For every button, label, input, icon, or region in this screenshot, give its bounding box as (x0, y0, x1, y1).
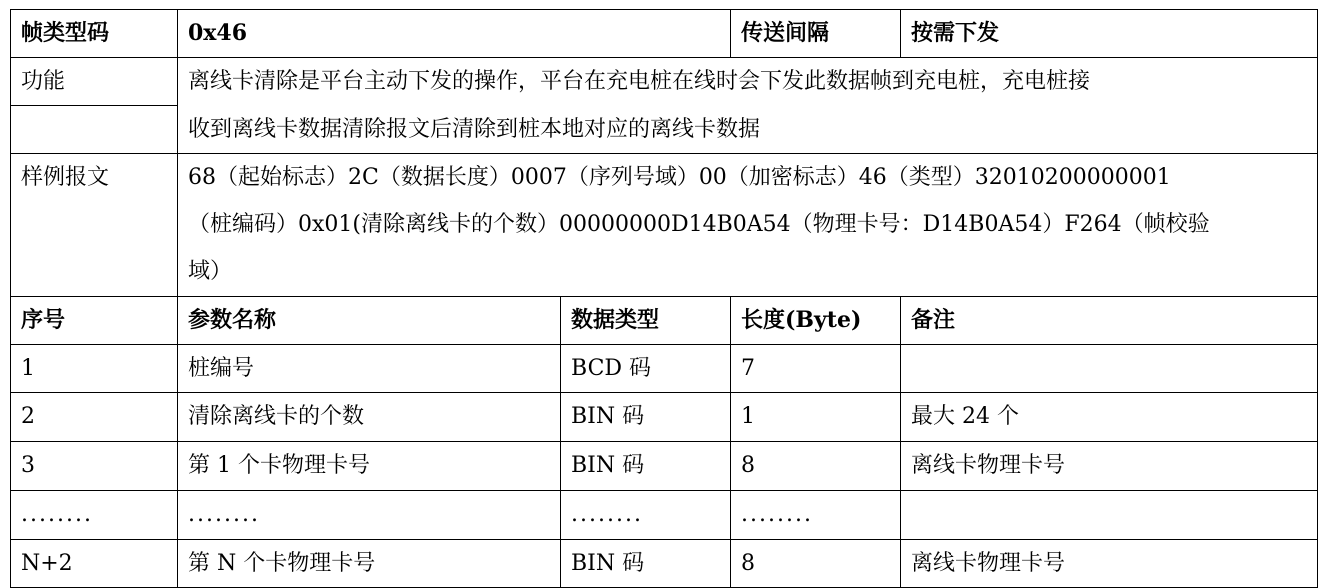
col-note: 备注 (901, 296, 1318, 344)
function-label: 功能 (11, 58, 178, 106)
row-name: 桩编号 (178, 344, 561, 392)
row-seq: 2 (11, 392, 178, 441)
col-type: 数据类型 (561, 296, 731, 344)
function-text-line2: 收到离线卡数据清除报文后清除到桩本地对应的离线卡数据 (178, 106, 1318, 154)
table-row (11, 441, 1318, 490)
sample-row (11, 153, 1318, 296)
row-note: 最大 24 个 (901, 392, 1318, 441)
row-length: 7 (731, 344, 901, 392)
row-length: ........ (731, 490, 901, 539)
row-note: 离线卡物理卡号 (901, 441, 1318, 490)
function-text-line1: 离线卡清除是平台主动下发的操作，平台在充电桩在线时会下发此数据帧到充电桩，充电桩接 (178, 58, 1318, 106)
table-row (11, 344, 1318, 392)
protocol-table (10, 9, 1318, 588)
sample-line3: 域） (188, 258, 233, 284)
row-note (901, 490, 1318, 539)
sample-text (178, 153, 1318, 296)
row-seq: ........ (11, 490, 178, 539)
col-length: 长度(Byte) (731, 296, 901, 344)
frame-type-value: 0x46 (178, 10, 731, 58)
row-name: 第 N 个卡物理卡号 (178, 539, 561, 587)
table-row (11, 490, 1318, 539)
row-type: BIN 码 (561, 392, 731, 441)
function-label-empty (11, 106, 178, 154)
row-type: BIN 码 (561, 441, 731, 490)
frame-type-row (11, 10, 1318, 58)
sample-line1: 68（起始标志）2C（数据长度）0007（序列号域）00（加密标志）46（类型）32010200000001 (188, 164, 1171, 190)
function-row-cont (11, 106, 1318, 154)
row-note: 离线卡物理卡号 (901, 539, 1318, 587)
row-seq: 1 (11, 344, 178, 392)
row-type: BCD 码 (561, 344, 731, 392)
function-row (11, 58, 1318, 106)
row-name: ........ (178, 490, 561, 539)
sample-line2: （桩编码）0x01(清除离线卡的个数）00000000D14B0A54（物理卡号：D14B0A54）F264（帧校验 (188, 211, 1210, 237)
row-length: 8 (731, 539, 901, 587)
sample-label: 样例报文 (11, 153, 178, 296)
col-name: 参数名称 (178, 296, 561, 344)
table-row (11, 539, 1318, 587)
row-length: 1 (731, 392, 901, 441)
interval-label: 传送间隔 (731, 10, 901, 58)
interval-value: 按需下发 (901, 10, 1318, 58)
frame-type-label: 帧类型码 (11, 10, 178, 58)
row-type: ........ (561, 490, 731, 539)
row-name: 清除离线卡的个数 (178, 392, 561, 441)
row-length: 8 (731, 441, 901, 490)
row-seq: N+2 (11, 539, 178, 587)
row-name: 第 1 个卡物理卡号 (178, 441, 561, 490)
row-note (901, 344, 1318, 392)
table-row (11, 392, 1318, 441)
row-type: BIN 码 (561, 539, 731, 587)
row-seq: 3 (11, 441, 178, 490)
column-header-row (11, 296, 1318, 344)
col-seq: 序号 (11, 296, 178, 344)
